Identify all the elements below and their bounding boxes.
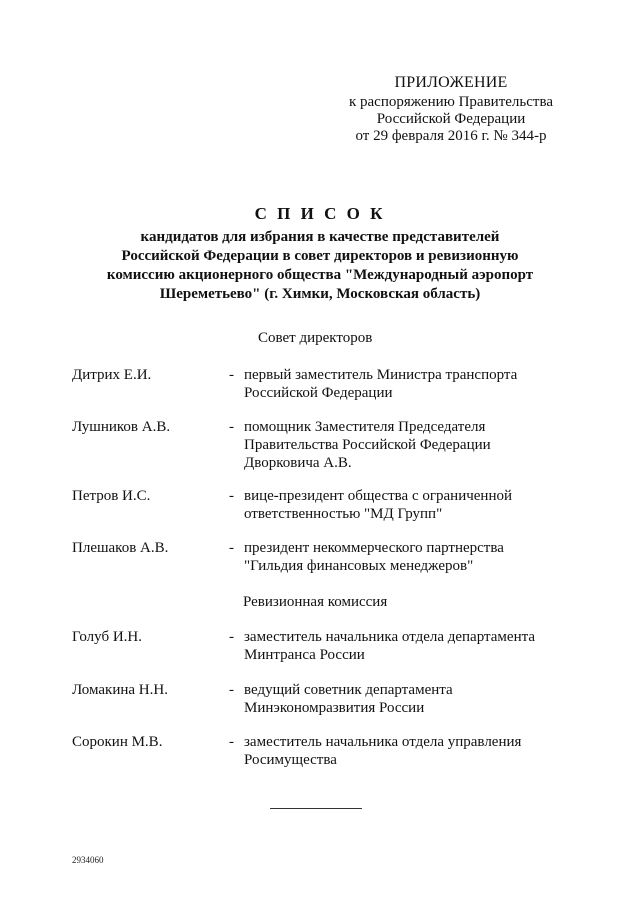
candidate-position: [244, 539, 574, 575]
appendix-line: Российской Федерации: [376, 111, 526, 127]
appendix-title: ПРИЛОЖЕНИЕ: [394, 74, 508, 91]
board-entry: [72, 487, 572, 523]
appendix-line: к распоряжению Правительства: [348, 94, 553, 110]
candidate-name: Голуб И.Н.: [72, 629, 142, 645]
document-code: 2934060: [72, 855, 104, 865]
board-entry: [72, 539, 572, 575]
entry-dash: -: [229, 540, 234, 556]
entry-dash: -: [229, 682, 234, 698]
audit-heading: Ревизионная комиссия: [243, 594, 388, 610]
subtitle-line: Российской Федерации в совет директоров и ревизионную: [121, 248, 519, 264]
candidate-position: [244, 487, 574, 523]
position-line: заместитель начальника отдела департамента: [244, 629, 535, 645]
candidate-position: [244, 733, 574, 769]
audit-entry: [72, 681, 572, 717]
entry-dash: -: [229, 488, 234, 504]
candidate-position: [244, 418, 574, 472]
position-line: Минэкономразвития России: [244, 700, 425, 716]
entry-dash: -: [229, 734, 234, 750]
candidate-name: Петров И.С.: [72, 488, 151, 504]
position-line: помощник Заместителя Председателя: [244, 419, 486, 435]
entry-dash: -: [229, 419, 234, 435]
position-line: Российской Федерации: [244, 385, 393, 401]
candidate-name: Сорокин М.В.: [72, 734, 163, 750]
board-entry: [72, 366, 572, 402]
subtitle-line: кандидатов для избрания в качестве представителей: [140, 229, 500, 245]
position-line: заместитель начальника отдела управления: [244, 734, 522, 750]
candidate-position: [244, 366, 574, 402]
appendix-block: [330, 74, 572, 145]
document-subtitle: [80, 228, 560, 304]
position-line: президент некоммерческого партнерства: [244, 540, 504, 556]
position-line: Дворковича А.В.: [244, 455, 352, 471]
position-line: вице-президент общества с ограниченной: [244, 488, 513, 504]
board-entry: [72, 418, 572, 472]
candidate-name: Плешаков А.В.: [72, 540, 169, 556]
candidate-name: Ломакина Н.Н.: [72, 682, 168, 698]
document-title: С П И С О К: [254, 204, 386, 223]
candidate-name: Лушников А.В.: [72, 419, 171, 435]
audit-entry: [72, 733, 572, 769]
audit-entry: [72, 628, 572, 664]
appendix-line: от 29 февраля 2016 г. № 344-р: [355, 128, 547, 144]
subtitle-line: комиссию акционерного общества "Международный аэропорт: [106, 267, 534, 283]
position-line: Минтранса России: [244, 647, 365, 663]
subtitle-line: Шереметьево" (г. Химки, Московская область): [159, 286, 481, 302]
position-line: ведущий советник департамента: [244, 682, 453, 698]
entry-dash: -: [229, 629, 234, 645]
position-line: ответственностью "МД Групп": [244, 506, 443, 522]
board-heading: Совет директоров: [258, 330, 373, 346]
position-line: "Гильдия финансовых менеджеров": [244, 558, 474, 574]
position-line: Росимущества: [244, 752, 337, 768]
candidate-name: Дитрих Е.И.: [72, 367, 152, 383]
candidate-position: [244, 628, 574, 664]
position-line: Правительства Российской Федерации: [244, 437, 491, 453]
end-rule: [270, 808, 362, 809]
entry-dash: -: [229, 367, 234, 383]
position-line: первый заместитель Министра транспорта: [244, 367, 518, 383]
candidate-position: [244, 681, 574, 717]
